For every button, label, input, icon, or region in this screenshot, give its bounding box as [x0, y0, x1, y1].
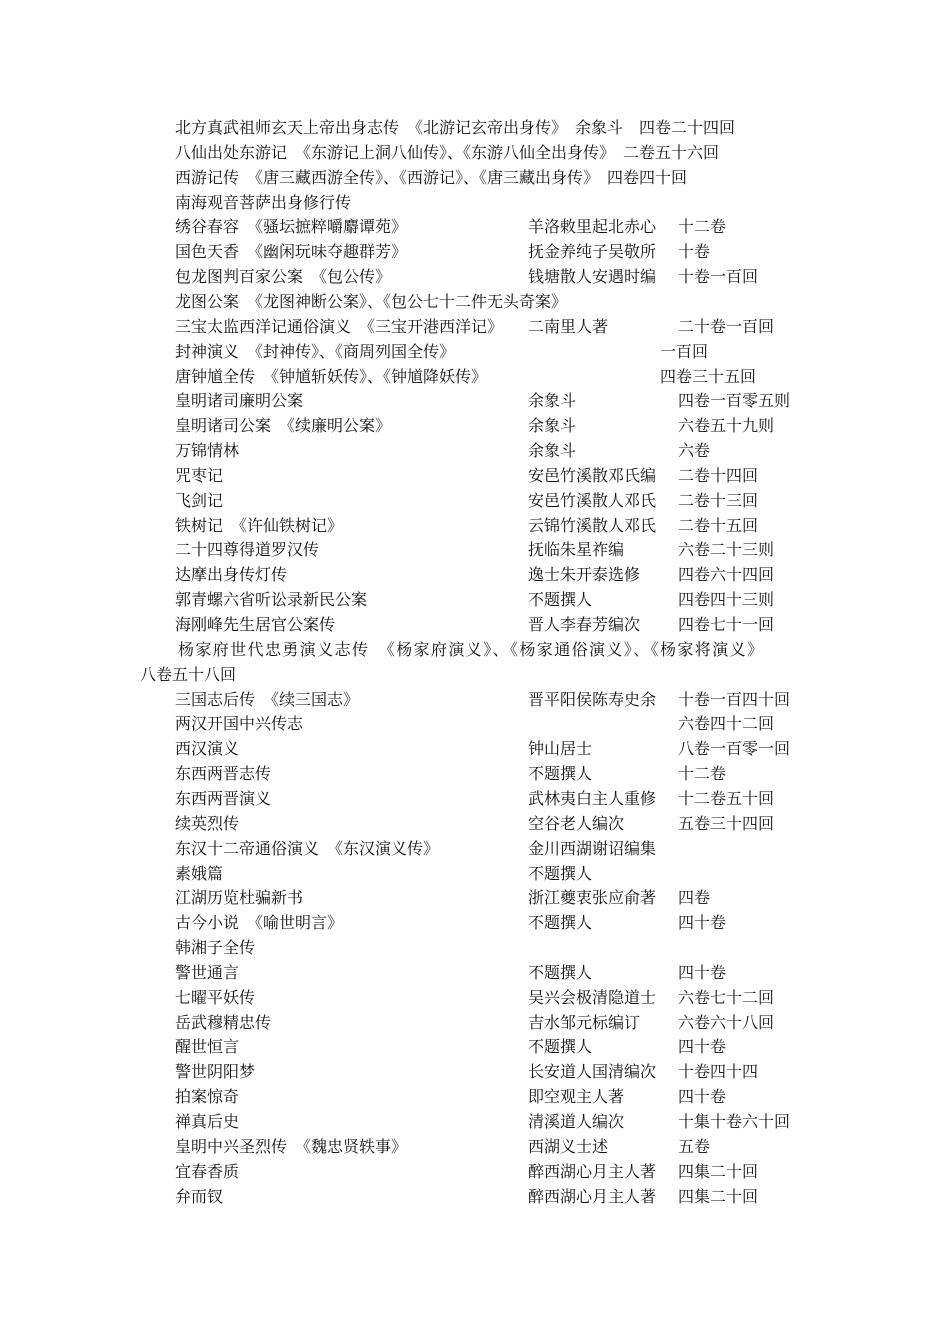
book-author: 不题撰人 — [528, 590, 593, 610]
catalog-line — [0, 489, 950, 513]
book-volumes: 十卷 — [678, 242, 711, 262]
book-volumes: 十卷四十四 — [678, 1062, 759, 1082]
book-title: 东西两晋演义 — [175, 788, 272, 808]
book-title: 西汉演义 — [175, 739, 240, 759]
book-volumes: 五卷三十四回 — [678, 813, 775, 833]
book-author: 抚金养纯子吴敬所 — [528, 242, 657, 262]
catalog-line — [0, 365, 950, 389]
catalog-entry-text: 西游记传 《唐三藏西游全传》、《西游记》、《唐三藏出身传》 四卷四十回 — [175, 167, 688, 187]
book-title: 咒枣记 — [175, 465, 224, 485]
book-title: 国色天香 《幽闲玩味夺趣群芳》 — [175, 242, 408, 262]
book-title: 东西两晋志传 — [175, 764, 272, 784]
book-author: 吴兴会极清隐道士 — [528, 987, 657, 1007]
book-volumes: 六卷七十二回 — [678, 987, 775, 1007]
book-volumes: 六卷 — [678, 441, 711, 461]
catalog-line — [0, 862, 950, 886]
book-title: 海刚峰先生居官公案传 — [175, 615, 336, 634]
book-title: 飞剑记 — [175, 490, 224, 510]
book-title: 皇明中兴圣烈传 《魏忠贤轶事》 — [175, 1136, 408, 1156]
catalog-line — [0, 141, 950, 165]
book-title: 七曜平妖传 — [175, 987, 256, 1007]
book-volumes: 四十卷 — [678, 1037, 727, 1057]
book-volumes: 十二卷 — [678, 764, 727, 784]
book-volumes: 二卷十四回 — [678, 465, 759, 485]
book-author: 武林夷白主人重修 — [528, 788, 657, 808]
book-author: 钟山居士 — [528, 739, 593, 759]
catalog-line — [0, 514, 950, 538]
book-title: 警世通言 — [175, 962, 240, 982]
catalog-line — [0, 663, 950, 687]
book-volumes: 十二卷五十回 — [678, 788, 775, 808]
catalog-line — [0, 240, 950, 264]
catalog-line — [0, 265, 950, 289]
catalog-line — [0, 563, 950, 587]
book-title: 万锦情林 — [175, 441, 240, 461]
catalog-line — [0, 911, 950, 935]
catalog-line — [0, 414, 950, 438]
book-title: 三宝太监西洋记通俗演义 《三宝开港西洋记》 — [175, 316, 504, 336]
book-volumes: 二卷十三回 — [678, 490, 759, 510]
catalog-line — [0, 191, 950, 215]
book-title: 封神演义 《封神传》、《商周列国全传》 — [175, 341, 456, 361]
catalog-line — [0, 340, 950, 364]
catalog-line — [0, 389, 950, 413]
book-title: 弁而钗 — [175, 1186, 224, 1206]
book-title: 两汉开国中兴传志 — [175, 714, 304, 734]
book-volumes: 六卷六十八回 — [678, 1012, 775, 1032]
book-title: 古今小说 《喻世明言》 — [175, 913, 344, 933]
book-author: 不题撰人 — [528, 962, 593, 982]
book-volumes: 四卷七十一回 — [678, 615, 775, 634]
catalog-entry-text: 北方真武祖师玄天上帝出身志传 《北游记玄帝出身传》 余象斗 四卷二十四回 — [175, 118, 736, 137]
book-author: 金川西湖谢诏编集 — [528, 838, 657, 858]
book-title: 绣谷春容 《骚坛摭粹嚼麝谭苑》 — [175, 217, 408, 237]
catalog-line — [0, 986, 950, 1010]
book-title: 东汉十二帝通俗演义 《东汉演义传》 — [175, 838, 440, 858]
catalog-entry-continuation: 八卷五十八回 — [140, 664, 237, 684]
book-volumes: 四卷六十四回 — [678, 565, 775, 585]
book-author: 安邑竹溪散邓氏编 — [528, 465, 657, 485]
catalog-line — [0, 166, 950, 190]
catalog-line — [0, 1160, 950, 1184]
catalog-line — [0, 439, 950, 463]
book-title: 铁树记 《许仙铁树记》 — [175, 515, 344, 535]
book-author: 羊洛敕里起北赤心 — [528, 217, 657, 237]
catalog-line — [0, 588, 950, 612]
book-title: 达摩出身传灯传 — [175, 565, 288, 585]
book-author: 晋平阳侯陈寿史余 — [528, 689, 657, 709]
book-author: 余象斗 — [528, 416, 577, 436]
catalog-line — [0, 961, 950, 985]
catalog-line — [0, 812, 950, 836]
book-title: 素娥篇 — [175, 863, 224, 883]
book-author: 西湖义士述 — [528, 1136, 609, 1156]
book-title: 皇明诸司廉明公案 — [175, 391, 304, 411]
book-title: 禅真后史 — [175, 1112, 240, 1131]
catalog-line — [0, 613, 950, 637]
book-title: 三国志后传 《续三国志》 — [175, 689, 360, 709]
catalog-line — [0, 688, 950, 712]
catalog-line — [0, 1011, 950, 1035]
book-title: 韩湘子全传 — [175, 938, 256, 958]
catalog-line — [0, 762, 950, 786]
book-volumes: 六卷二十三则 — [678, 540, 775, 560]
book-volumes: 四卷四十三则 — [678, 590, 775, 610]
book-volumes: 五卷 — [678, 1136, 711, 1156]
catalog-line — [0, 464, 950, 488]
book-volumes: 六卷五十九则 — [678, 416, 775, 436]
catalog-line — [0, 712, 950, 736]
catalog-line — [0, 1060, 950, 1084]
catalog-entry-text: 八仙出处东游记 《东游记上洞八仙传》、《东游八仙全出身传》 二卷五十六回 — [175, 142, 720, 162]
book-volumes: 二卷十五回 — [678, 515, 759, 535]
catalog-entry-text: 南海观音菩萨出身修行传 — [175, 192, 352, 212]
catalog-entry-text: 杨家府世代忠勇演义志传 《杨家府演义》、《杨家通俗演义》、《杨家将演义》 — [178, 639, 765, 659]
book-volumes: 四集二十回 — [678, 1161, 759, 1181]
book-author: 空谷老人编次 — [528, 813, 625, 833]
book-volumes: 一百回 — [660, 341, 709, 361]
book-title: 续英烈传 — [175, 813, 240, 833]
book-title: 郭青螺六省听讼录新民公案 — [175, 590, 368, 610]
book-author: 不题撰人 — [528, 1037, 593, 1057]
book-title: 唐钟馗全传 《钟馗斩妖传》、《钟馗降妖传》 — [175, 366, 488, 386]
book-volumes: 十卷一百回 — [678, 267, 759, 287]
book-author: 晋人李春芳编次 — [528, 615, 641, 634]
catalog-line — [0, 837, 950, 861]
book-author: 不题撰人 — [528, 764, 593, 784]
catalog-line — [0, 1185, 950, 1209]
book-author: 余象斗 — [528, 391, 577, 411]
catalog-line — [0, 787, 950, 811]
book-author: 长安道人国清编次 — [528, 1062, 657, 1082]
catalog-line — [0, 215, 950, 239]
book-author: 不题撰人 — [528, 913, 593, 933]
book-author: 醉西湖心月主人著 — [528, 1161, 657, 1181]
catalog-line — [0, 1035, 950, 1059]
book-author: 抚临朱星祚编 — [528, 540, 625, 560]
book-author: 清溪道人编次 — [528, 1112, 625, 1131]
catalog-line — [0, 886, 950, 910]
catalog-line — [0, 538, 950, 562]
book-title: 警世阴阳梦 — [175, 1062, 256, 1082]
book-volumes: 四集二十回 — [678, 1186, 759, 1206]
book-volumes: 四十卷 — [678, 1087, 727, 1107]
book-title: 江湖历览杜骗新书 — [175, 888, 304, 908]
book-volumes: 四卷 — [678, 888, 711, 908]
book-author: 安邑竹溪散人邓氏 — [528, 490, 657, 510]
book-title: 包龙图判百家公案 《包公传》 — [175, 267, 392, 287]
book-author: 浙江夔衷张应俞著 — [528, 888, 657, 908]
catalog-line — [0, 1085, 950, 1109]
book-author: 即空观主人著 — [528, 1087, 625, 1107]
book-author: 醉西湖心月主人著 — [528, 1186, 657, 1206]
book-author: 二南里人著 — [528, 316, 609, 336]
book-volumes: 四十卷 — [678, 962, 727, 982]
catalog-line — [0, 1135, 950, 1159]
catalog-line — [0, 936, 950, 960]
book-author: 云锦竹溪散人邓氏 — [528, 515, 657, 535]
catalog-line — [0, 638, 950, 662]
book-volumes: 四卷三十五回 — [660, 366, 757, 386]
book-volumes: 六卷四十二回 — [678, 714, 775, 734]
catalog-line — [0, 290, 950, 314]
book-volumes: 十二卷 — [678, 217, 727, 237]
catalog-entry-text: 龙图公案 《龙图神断公案》、《包公七十二件无头奇案》 — [175, 291, 568, 311]
catalog-line — [0, 737, 950, 761]
book-author: 钱塘散人安遇时编 — [528, 267, 657, 287]
book-title: 二十四尊得道罗汉传 — [175, 540, 320, 560]
book-volumes: 十集十卷六十回 — [678, 1112, 791, 1131]
book-author: 吉水邹元标编订 — [528, 1012, 641, 1032]
book-volumes: 二十卷一百回 — [678, 316, 775, 336]
book-volumes: 十卷一百四十回 — [678, 689, 791, 709]
catalog-line — [0, 1110, 950, 1134]
book-title: 宜春香质 — [175, 1161, 240, 1181]
book-author: 余象斗 — [528, 441, 577, 461]
book-author: 逸士朱开泰选修 — [528, 565, 641, 585]
book-author: 不题撰人 — [528, 863, 593, 883]
book-title: 拍案惊奇 — [175, 1087, 240, 1107]
book-title: 醒世恒言 — [175, 1037, 240, 1057]
book-volumes: 八卷一百零一回 — [678, 739, 791, 759]
catalog-line — [0, 315, 950, 339]
book-title: 皇明诸司公案 《续廉明公案》 — [175, 416, 392, 436]
book-title: 岳武穆精忠传 — [175, 1012, 272, 1032]
book-volumes: 四十卷 — [678, 913, 727, 933]
book-volumes: 四卷一百零五则 — [678, 391, 791, 411]
catalog-line — [0, 116, 950, 140]
